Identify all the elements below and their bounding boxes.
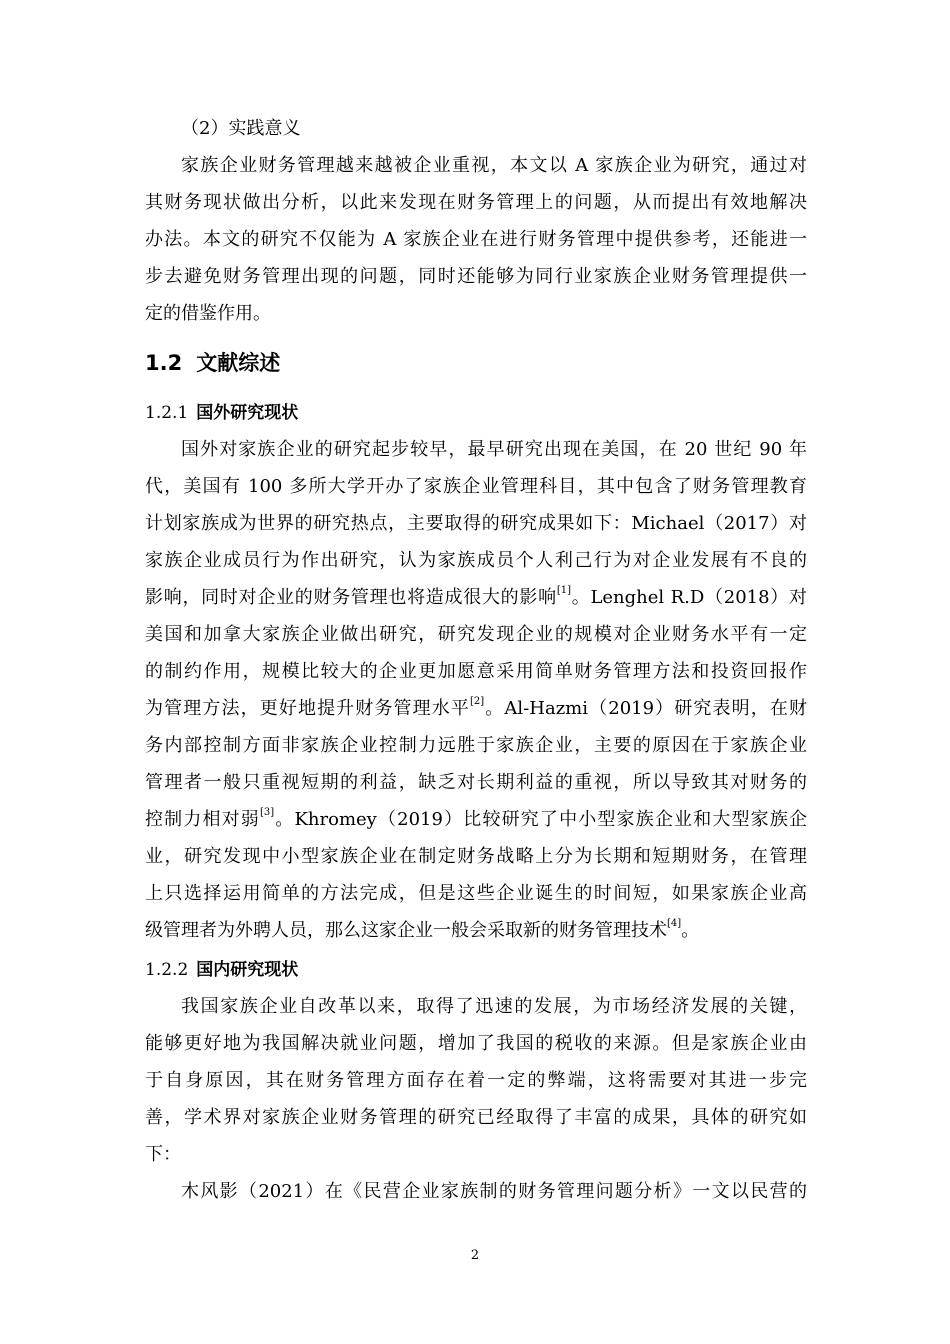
paragraph-line: 其财务现状做出分析，以此来发现在财务管理上的问题，从而提出有效地解决 xyxy=(145,192,807,213)
section-number: 1.2 xyxy=(145,351,183,375)
paragraph-line: 级管理者为外聘人员，那么这家企业一般会采取新的财务管理技术[4]。 xyxy=(145,918,700,941)
subsection-heading-domestic xyxy=(145,953,298,987)
paragraph-line: 业，研究发现中小型家族企业在制定财务战略上分为长期和短期财务，在管理 xyxy=(145,846,807,867)
citation-ref: [2] xyxy=(470,696,485,707)
paragraph-line: 影响，同时对企业的财务管理也将造成很大的影响[1]。Lenghel R.D（2018）对 xyxy=(145,585,807,608)
paragraph-line: 控制力相对弱[3]。Khromey（2019）比较研究了中小型家族企业和大型家族企 xyxy=(145,807,807,830)
paragraph-line: 为管理方法，更好地提升财务管理水平[2]。Al-Hazmi（2019）研究表明，在财 xyxy=(145,696,807,719)
subsection-number: 1.2.1 xyxy=(145,403,189,423)
paragraph-line: 下： xyxy=(145,1144,181,1165)
paragraph-line: 能够更好地为我国解决就业问题，增加了我国的税收的来源。但是家族企业由 xyxy=(145,1033,807,1054)
paragraph-line: 的制约作用，规模比较大的企业更加愿意采用简单财务管理方法和投资回报作 xyxy=(145,661,807,682)
paragraph-line: 木风影（2021）在《民营企业家族制的财务管理问题分析》一文以民营的 xyxy=(181,1181,807,1202)
paragraph-line: 代，美国有 100 多所大学开办了家族企业管理科目，其中包含了财务管理教育 xyxy=(145,476,807,497)
section-heading xyxy=(145,345,280,381)
paragraph-line: 步去避免财务管理出现的问题，同时还能够为同行业家族企业财务管理提供一 xyxy=(145,266,807,287)
paragraph-line: 于自身原因，其在财务管理方面存在着一定的弊端，这将需要对其进一步完 xyxy=(145,1070,807,1091)
paragraph-line: 国外对家族企业的研究起步较早，最早研究出现在美国，在 20 世纪 90 年 xyxy=(181,439,807,460)
paragraph-line: 上只选择运用简单的方法完成，但是这些企业诞生的时间短，如果家族企业高 xyxy=(145,883,807,904)
section-title: 文献综述 xyxy=(196,351,281,375)
paragraph-line: 计划家族成为世界的研究热点，主要取得的研究成果如下：Michael（2017）对 xyxy=(145,513,807,534)
page-number: 2 xyxy=(470,1248,480,1263)
subsection-title: 国外研究现状 xyxy=(196,403,299,423)
paragraph-line: 务内部控制方面非家族企业控制力远胜于家族企业，主要的原因在于家族企业 xyxy=(145,735,807,756)
paragraph-line: 定的借鉴作用。 xyxy=(145,303,271,324)
paragraph-line: 办法。本文的研究不仅能为 A 家族企业在进行财务管理中提供参考，还能进一 xyxy=(145,229,807,250)
practice-subheading: （2）实践意义 xyxy=(181,118,301,139)
citation-ref: [3] xyxy=(259,807,275,818)
paragraph-line: 美国和加拿大家族企业做出研究，研究发现企业的规模对企业财务水平有一定 xyxy=(145,624,807,645)
paragraph-line: 善，学术界对家族企业财务管理的研究已经取得了丰富的成果，具体的研究如 xyxy=(145,1107,807,1128)
citation-ref: [1] xyxy=(556,585,571,596)
paragraph-line: 家族企业成员行为作出研究，认为家族成员个人利己行为对企业发展有不良的 xyxy=(145,550,807,571)
subsection-heading-foreign xyxy=(145,396,298,430)
citation-ref: [4] xyxy=(667,918,682,929)
paragraph-line: 我国家族企业自改革以来，取得了迅速的发展，为市场经济发展的关键， xyxy=(181,996,807,1017)
subsection-number: 1.2.2 xyxy=(145,960,189,980)
paragraph-line: 家族企业财务管理越来越被企业重视，本文以 A 家族企业为研究，通过对 xyxy=(181,155,807,176)
subsection-title: 国内研究现状 xyxy=(196,960,299,980)
paragraph-line: 管理者一般只重视短期的利益，缺乏对长期利益的重视，所以导致其对财务的 xyxy=(145,772,807,793)
